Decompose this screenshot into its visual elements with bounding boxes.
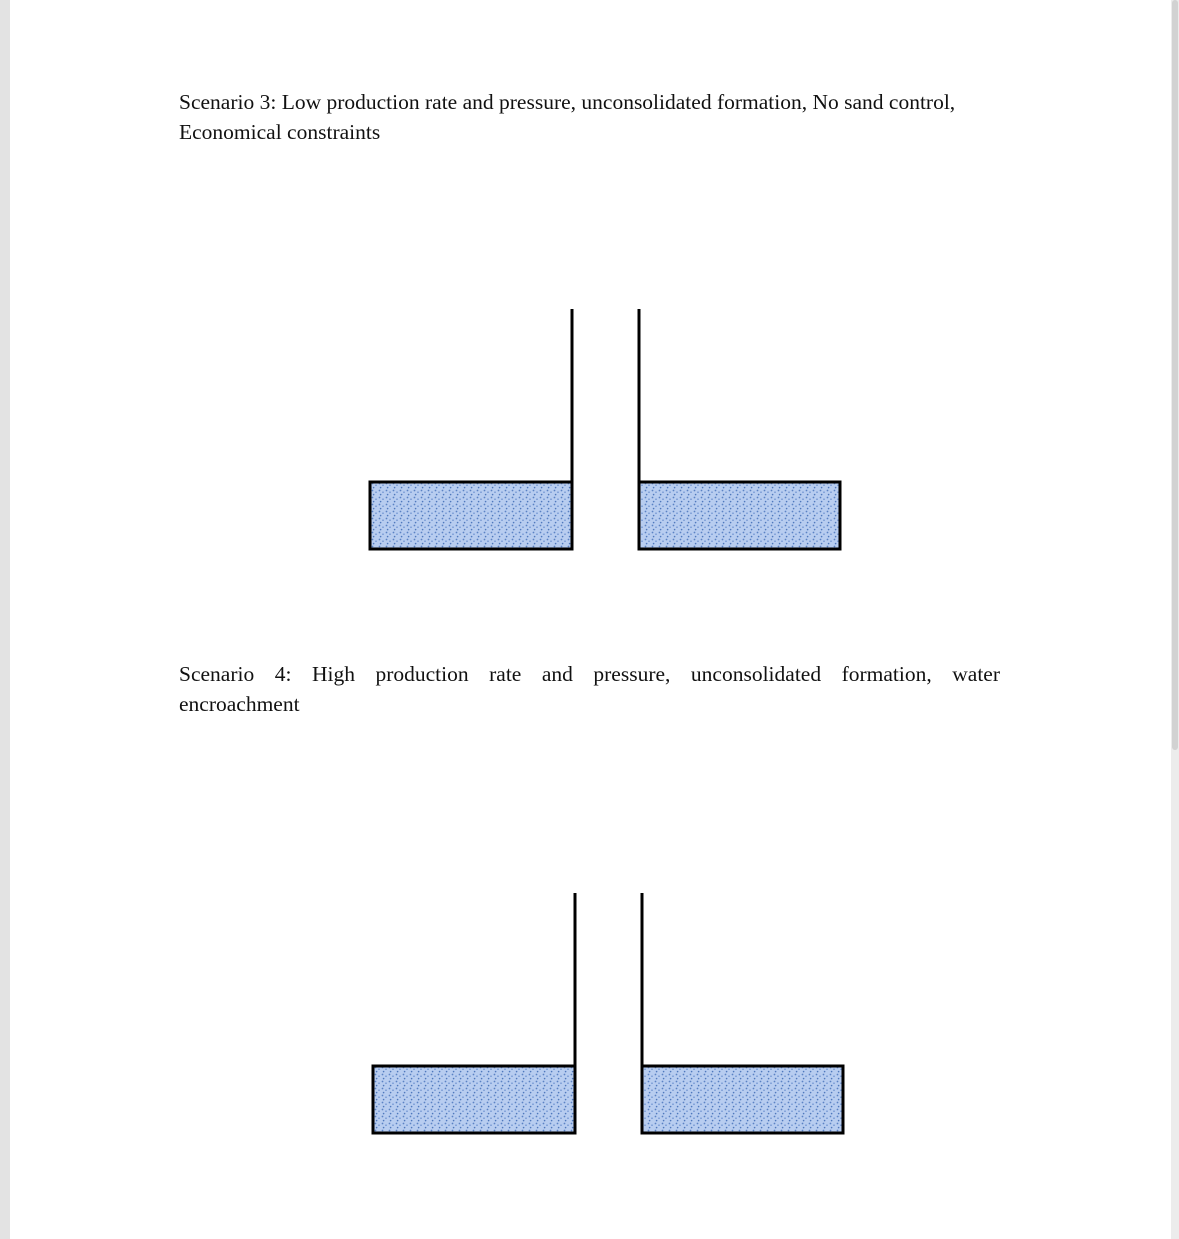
- scenario-4-wellbore-diagram: [353, 884, 853, 1144]
- scenario-3-line-1: Scenario 3: Low production rate and pressure, unconsolidated formation, No sand control,: [179, 90, 956, 114]
- vertical-scrollbar[interactable]: [1171, 0, 1179, 1239]
- document-page: [10, 0, 1171, 1239]
- right-formation-block: [639, 482, 840, 549]
- scenario-3-wellbore-diagram: [350, 300, 850, 560]
- left-formation-block: [373, 1066, 575, 1133]
- scenario-4-line-1: Scenario 4: High production rate and pressure, unconsolidated formation, water: [179, 662, 1000, 686]
- left-formation-block: [370, 482, 572, 549]
- right-formation-block: [642, 1066, 843, 1133]
- scrollbar-thumb[interactable]: [1172, 0, 1178, 750]
- scenario-3-line-2: Economical constraints: [179, 120, 381, 144]
- scenario-3-paragraph: [179, 87, 1000, 147]
- scenario-4-paragraph: [179, 659, 1000, 719]
- scenario-4-line-2: encroachment: [179, 692, 300, 716]
